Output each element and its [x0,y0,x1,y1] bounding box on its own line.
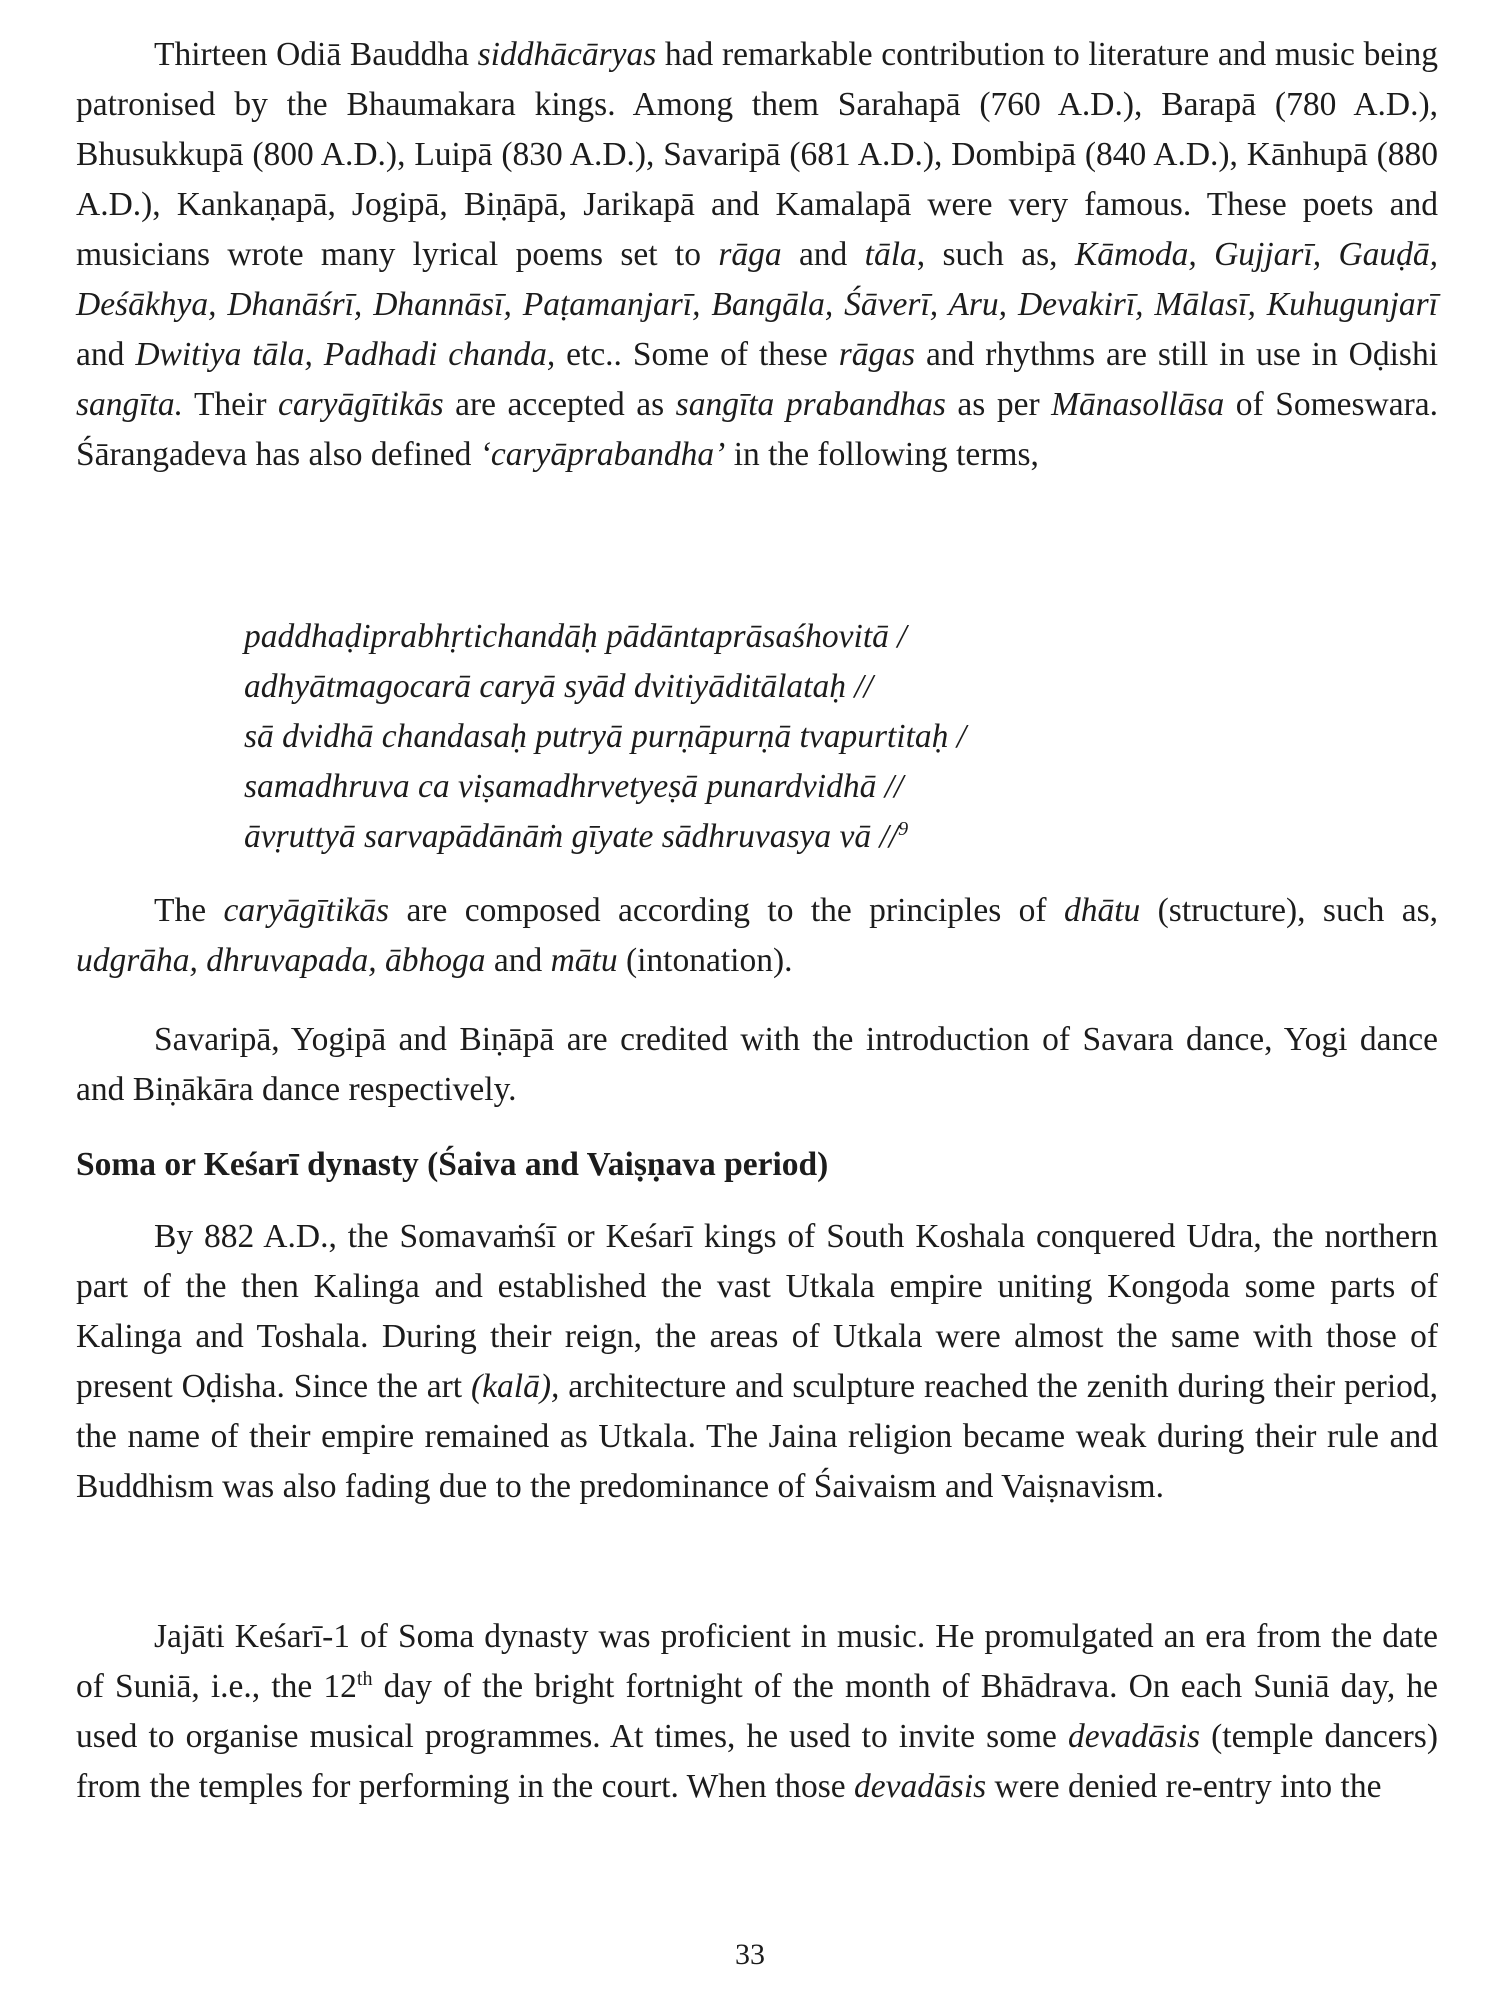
para-siddhacaryas [76,30,1438,480]
paragraph-1: Thirteen Odiā Bauddha siddhācāryas had remarkable contribution to literature and music being patronised by the Bhaumakara kings. Among them Sarahapā (760 A.D.), Barapā (780 A.D.), Bhusukkupā (800 A.D.), Luipā (830 A.D.), Savaripā (681 A.D.), Dombipā (840 A.D.), Kānhupā (880 A.D.), Kankaṇapā, Jogipā, Biṇāpā, Jarikapā and Kamalapā were very famous. These poets and musicians wrote many lyrical poems set to rāga and tāla, such as, Kāmoda, Gujjarī, Gauḍā, Deśākhya, Dhanāśrī, Dhannāsī, Paṭamanjarī, Bangāla, Śāverī, Aru, Devakirī, Mālasī, Kuhugunjarī and Dwitiya tāla, Padhadi chanda, etc.. Some of these rāgas and rhythms are still in use in Oḍishi sangīta. Their caryāgītikās are accepted as sangīta prabandhas as per Mānasollāsa of Someswara. Śārangadeva has also defined ‘caryāprabandha’ in the following terms, [76,36,1439,473]
verse-line-4: samadhruva ca viṣamadhrvetyeṣā punardvidhā // [244,768,904,805]
footnote-ref: 9 [898,817,909,840]
paragraph-5: Jajāti Keśarī-1 of Soma dynasty was proficient in music. He promulgated an era from the date of Suniā, i.e., the 12th day of the bright fortnight of the month of Bhādrava. On each Suniā day, he used to organise musical programmes. At times, he used to invite some devadāsis (temple dancers) from the temples for performing in the court. When those devadāsis were denied re-entry into the [76,1618,1438,1805]
page-number: 33 [735,1938,765,1971]
verse-line-2: adhyātmagocarā caryā syād dvitiyāditālataḥ // [244,668,873,705]
section-heading-block [76,1140,1438,1190]
para-jajati-kesari [76,1612,1438,1812]
para-dances [76,1015,1438,1115]
verse-line-5: āvṛuttyā sarvapādānāṁ gīyate sādhruvasya vā //$^9$ [244,817,909,855]
para-soma-dynasty [76,1212,1438,1512]
sanskrit-verse [244,612,1424,862]
para-caryagitikas [76,886,1438,986]
paragraph-3: Savaripā, Yogipā and Biṇāpā are credited with the introduction of Savara dance, Yogi dance and Biṇākāra dance respectively. [76,1021,1438,1108]
verse-line-1: paddhaḍiprabhṛtichandāḥ pādāntaprāsaśhovitā / [244,618,907,655]
paragraph-2: The caryāgītikās are composed according to the principles of dhātu (structure), such as, udgrāha, dhruvapada, ābhoga and mātu (intonation). [76,892,1438,979]
section-heading: Soma or Keśarī dynasty (Śaiva and Vaiṣṇava period) [76,1146,829,1183]
paragraph-4: By 882 A.D., the Somavaṁśī or Keśarī kings of South Koshala conquered Udra, the northern part of the then Kalinga and established the vast Utkala empire uniting Kongoda some parts of Kalinga and Toshala. During their reign, the areas of Utkala were almost the same with those of present Oḍisha. Since the art (kalā), architecture and sculpture reached the zenith during their period, the name of their empire remained as Utkala. The Jaina religion became weak during their rule and Buddhism was also fading due to the predominance of Śaivaism and Vaiṣnavism. [76,1218,1439,1505]
verse-line-3: sā dvidhā chandasaḥ putryā purṇāpurṇā tvapurtitaḥ / [244,718,967,755]
